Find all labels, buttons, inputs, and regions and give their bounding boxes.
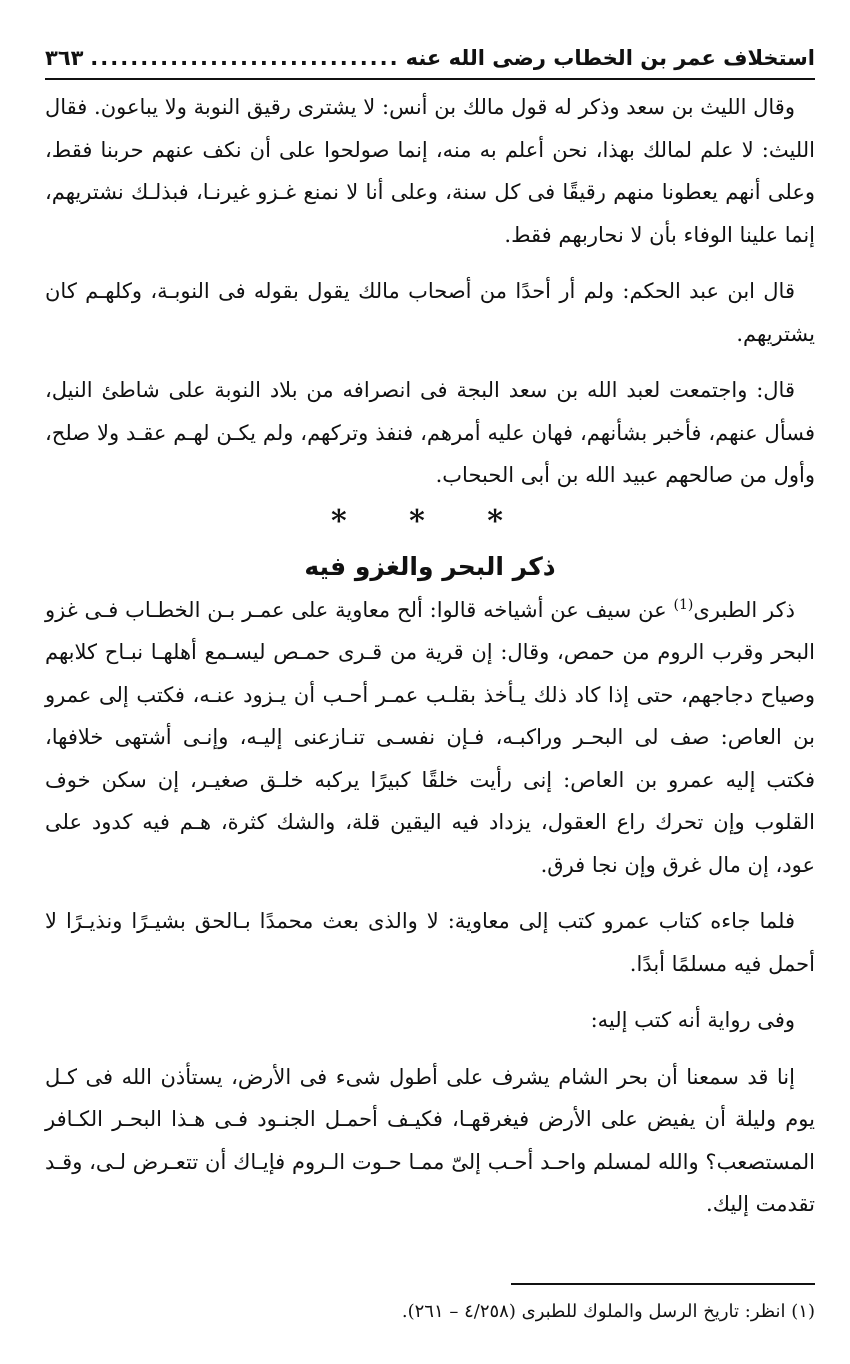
footnote-rule	[511, 1283, 815, 1285]
footnote: (١) انظر: تاريخ الرسل والملوك للطبرى (٤/٢٥٨ – ٢٦١).	[401, 1301, 815, 1322]
paragraph-lead: ذكر الطبرى	[693, 597, 795, 622]
paragraph: وقال الليث بن سعد وذكر له قول مالك بن أنس: لا يشترى رقيق النوبة ولا يباعون. فقال الليث: لا علم لمالك بهذا، نحن أعلم به منه، إنما صولحوا على أن نكف عنهم حربنا فقط، وعلى أنهم يعطونا منهم رقيقًا فى كل سنة، وعلى أنا لا نمنع غـزو غيرنـا، فبذلـك نشتريهم، إنما علينا الوفاء بأن لا نحاربهم فقط.	[45, 95, 815, 247]
leader-dots	[89, 38, 399, 78]
paragraph: إنا قد سمعنا أن بحر الشام يشرف على أطول شىء فى الأرض، يستأذن الله فى كـل يوم وليلة أن يفيض على الأرض فيغرقهـا، فكيـف أحمـل الجنـود فـى هـذا البحـر الكـافر المستصعب؟ والله لمسلم واحـد أحـب إلىّ ممـا حـوت الـروم فإيـاك أن تتعـرض لـى، وقـد تقدمت إليك.	[45, 1064, 815, 1216]
paragraph: وفى رواية أنه كتب إليه:	[590, 1008, 795, 1032]
paragraph-gap	[45, 886, 815, 900]
paragraph-gap	[45, 1042, 815, 1056]
paragraph-gap	[45, 355, 815, 369]
section-separator: * * *	[331, 503, 529, 539]
page-number: ٣٦٣	[45, 46, 84, 70]
footnote-reference[interactable]: (1)	[673, 596, 694, 613]
paragraph	[45, 589, 815, 887]
chapter-title: استخلاف عمر بن الخطاب رضى الله عنه	[405, 46, 815, 70]
paragraph-gap	[45, 985, 815, 999]
running-header	[45, 38, 815, 80]
paragraph: قال: واجتمعت لعبد الله بن سعد البجة فى انصرافه من بلاد النوبة على شاطئ النيل، فسأل عنهم، فأخبر بشأنهم، فهان عليه أمرهم، فنفذ وتركهم، ولم يكـن لهـم عقـد ولا صلح، وأول من صالحهم عبيد الله بن أبى الحبحاب.	[45, 378, 815, 487]
paragraph-gap	[45, 256, 815, 270]
book-page	[45, 38, 815, 1226]
section-heading: ذكر البحر والغزو فيه	[304, 551, 556, 581]
paragraph: فلما جاءه كتاب عمرو كتب إلى معاوية: لا والذى بعث محمدًا بـالحق بشيـرًا ونذيـرًا لا أحمل فيه مسلمًا أبدًا.	[45, 909, 815, 976]
paragraph-body: عن سيف عن أشياخه قالوا: ألح معاوية على عمـر بـن الخطـاب فـى غزو البحر وقرب الروم من حمص، وقال: إن قرية من قـرى حمـص ليسـمع أهلهـا نبـاح كلابهم وصياح دجاجهم، حتى إذا كاد ذلك يـأخذ بقلـب عمـر أحـب أن يـزود عنـه، فكتب إلى عمرو بن العاص: صف لى البحـر وراكبـه، فـإن نفسـى تنـازعنى إليـه، وإنـى أشتهى خلافها، فكتب إليه عمرو بن العاص: إنى رأيت خلقًا كبيرًا يركبه خلـق صغيـر، إن سكن خوف القلوب وإن تحرك راع العقول، يزداد فيه اليقين قلة، والشك كثرة، هـم فيه كدود على عود، إن مال غرق وإن نجا فرق.	[45, 597, 815, 877]
paragraph: قال ابن عبد الحكم: ولم أر أحدًا من أصحاب مالك يقول بقوله فى النوبـة، وكلهـم كان يشتريهم.	[45, 279, 815, 346]
